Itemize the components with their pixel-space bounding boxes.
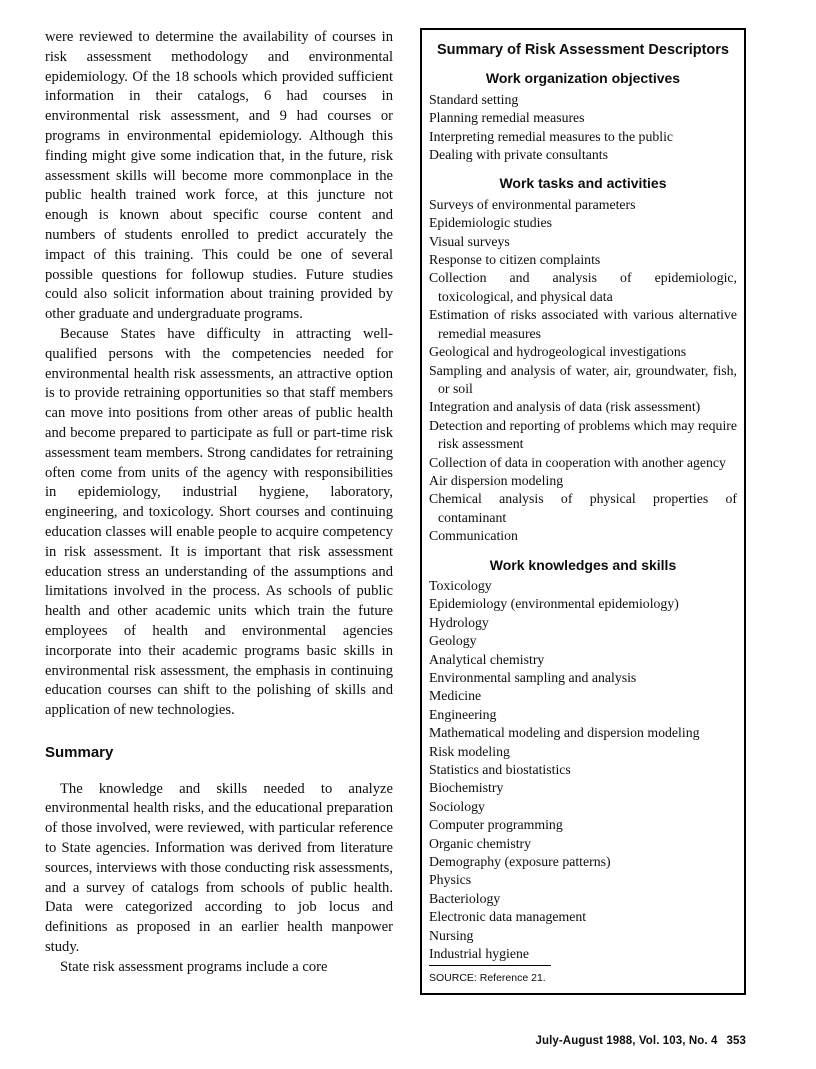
list-item: Visual surveys — [429, 233, 510, 249]
list-item: Standard setting — [429, 91, 519, 107]
box-title: Summary of Risk Assessment Descriptors — [437, 42, 729, 58]
list-item: Dealing with private consultants — [429, 147, 608, 163]
list-item: Statistics and biostatistics — [429, 762, 571, 778]
list-item: Physics — [429, 872, 472, 888]
list-item: Integration and analysis of data (risk assessment) — [429, 399, 701, 415]
list-item: Bacteriology — [429, 890, 501, 906]
list-item: Medicine — [429, 688, 482, 704]
list-item: Collection of data in cooperation with another agency — [429, 454, 726, 470]
list-item: Mathematical modeling and dispersion modeling — [429, 725, 700, 741]
list-item: Sampling and analysis of water, air, groundwater, fish, or soil — [429, 362, 737, 396]
risk-descriptors-box — [420, 28, 746, 995]
page-number: 353 — [726, 1035, 746, 1047]
section-list — [429, 577, 737, 964]
list-item: Analytical chemistry — [429, 651, 545, 667]
list-item: Air dispersion modeling — [429, 472, 564, 488]
source-note: SOURCE: Reference 21. — [429, 965, 551, 987]
list-item: Planning remedial measures — [429, 110, 585, 126]
summary-heading: Summary — [45, 743, 114, 761]
list-item: Interpreting remedial measures to the public — [429, 128, 674, 144]
section-heading: Work knowledges and skills — [489, 556, 677, 573]
list-item: Collection and analysis of epidemiologic, toxicological, and physical data — [429, 270, 737, 304]
list-item: Hydrology — [429, 614, 489, 630]
list-item: Surveys of environmental parameters — [429, 196, 636, 212]
box-section-work-organization-objectives — [429, 69, 737, 164]
list-item: Industrial hygiene — [429, 946, 530, 962]
list-item: Epidemiology (environmental epidemiology) — [429, 596, 679, 612]
list-item: Engineering — [429, 706, 497, 722]
list-item: Biochemistry — [429, 780, 504, 796]
list-item: Epidemiologic studies — [429, 215, 553, 231]
article-body — [45, 28, 393, 978]
list-item: Estimation of risks associated with various alternative remedial measures — [429, 307, 737, 341]
box-section-work-tasks-and-activities — [429, 174, 737, 545]
list-item: Risk modeling — [429, 743, 510, 759]
list-item: Organic chemistry — [429, 835, 532, 851]
section-heading: Work tasks and activities — [499, 175, 667, 192]
box-section-work-knowledges-and-skills — [429, 556, 737, 964]
list-item: Electronic data management — [429, 909, 587, 925]
list-item: Response to citizen complaints — [429, 252, 601, 268]
paragraph: were reviewed to determine the availability of courses in risk assessment methodology and environmental epidemiology. Of the 18 schools which provided sufficient information in their catalogs, 6 had courses in environmental risk assessment, and 9 had courses or programs in environmental epidemiology. Although this finding might give some indication that, in the future, risk assessment skills will become more commonplace in the public health trained work force, at this juncture not enough is known about specific course content and numbers of students enrolled to predict accurately the impact of this training. This could be one of several possible questions for followup studies. Future studies could also solicit information about training provided by other graduate and undergraduate programs. — [45, 29, 393, 323]
paragraph: The knowledge and skills needed to analyze environmental health risks, and the educational preparation of those involved, were reviewed, with particular reference to State agencies. Information was derived from literature sources, interviews with those conducting risk assessments, and a survey of catalogs from schools of public health. Data were categorized according to job locus and definitions as proposed in an earlier health manpower study. — [45, 780, 393, 956]
section-list — [429, 91, 737, 165]
issue-info: July-August 1988, Vol. 103, No. 4 — [535, 1035, 718, 1047]
list-item: Communication — [429, 528, 518, 544]
list-item: Computer programming — [429, 817, 563, 833]
page-footer — [535, 1035, 746, 1047]
list-item: Detection and reporting of problems which may require risk assessment — [429, 417, 737, 452]
list-item: Geological and hydrogeological investigations — [429, 344, 687, 360]
section-list — [429, 196, 737, 546]
list-item: Environmental sampling and analysis — [429, 670, 637, 685]
paragraph: Because States have difficulty in attracting well-qualified persons with the competencies needed for environmental health risk assessments, an attractive option is to provide retraining opportunities so that staff members can move into positions from other areas of public health and become prepared to participate as full or part-time risk assessment team members. Strong candidates for retraining often come from units of the agency with responsibilities in epidemiology, industrial hygiene, laboratory, engineering, and toxicology. Short courses and continuing education classes will enable people to acquire competency in risk assessment. It is important that risk assessment education stress an understanding of the assumptions and limitations involved in the process. As schools of public health and other academic units which train the future employees of health and environmental agencies incorporate into their academic programs basic skills in environmental risk assessment, the emphasis in continuing education courses can shift to the polishing of skills and application of new technologies. — [45, 325, 393, 719]
paragraph: State risk assessment programs include a core — [60, 958, 328, 975]
list-item: Demography (exposure patterns) — [429, 854, 611, 870]
list-item: Sociology — [429, 798, 485, 814]
list-item: Chemical analysis of physical properties of contaminant — [429, 491, 737, 525]
section-heading: Work organization objectives — [485, 70, 681, 87]
list-item: Nursing — [429, 927, 474, 943]
list-item: Toxicology — [429, 577, 492, 593]
list-item: Geology — [429, 633, 477, 649]
